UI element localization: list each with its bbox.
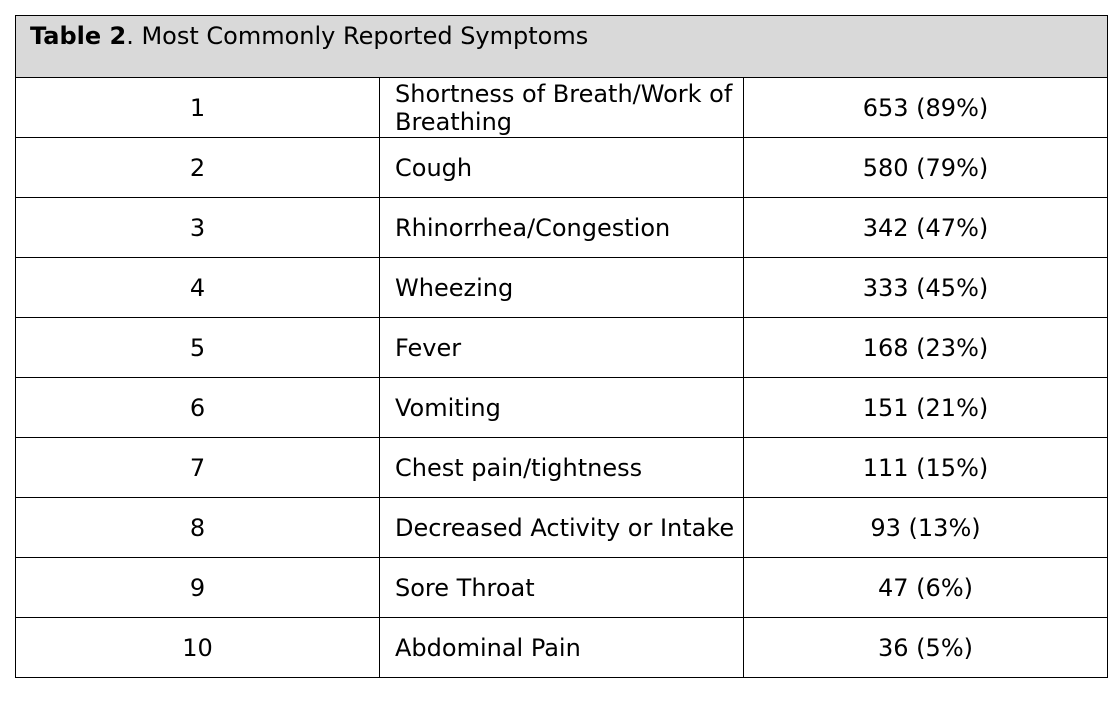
rank-cell: 1 [16, 78, 380, 138]
symptom-cell: Vomiting [380, 378, 744, 438]
rank-cell: 2 [16, 138, 380, 198]
symptom-cell: Wheezing [380, 258, 744, 318]
count-cell: 342 (47%) [744, 198, 1108, 258]
table-row [16, 378, 1108, 438]
table-row [16, 78, 1108, 138]
symptom-cell: Sore Throat [380, 558, 744, 618]
rank-cell: 6 [16, 378, 380, 438]
count-cell: 580 (79%) [744, 138, 1108, 198]
rank-cell: 10 [16, 618, 380, 678]
symptoms-table [15, 15, 1108, 678]
symptom-cell: Chest pain/tightness [380, 438, 744, 498]
rank-cell: 4 [16, 258, 380, 318]
count-cell: 653 (89%) [744, 78, 1108, 138]
rank-cell: 8 [16, 498, 380, 558]
table-caption [16, 16, 1108, 78]
table-row [16, 438, 1108, 498]
count-cell: 47 (6%) [744, 558, 1108, 618]
symptom-cell: Rhinorrhea/Congestion [380, 198, 744, 258]
rank-cell: 5 [16, 318, 380, 378]
symptom-cell: Shortness of Breath/Work of Breathing [380, 78, 744, 138]
symptom-cell: Abdominal Pain [380, 618, 744, 678]
count-cell: 168 (23%) [744, 318, 1108, 378]
count-cell: 333 (45%) [744, 258, 1108, 318]
table-row [16, 618, 1108, 678]
count-cell: 151 (21%) [744, 378, 1108, 438]
count-cell: 93 (13%) [744, 498, 1108, 558]
symptom-cell: Cough [380, 138, 744, 198]
table-caption-text: . Most Commonly Reported Symptoms [126, 22, 589, 50]
table-row [16, 318, 1108, 378]
table-row [16, 138, 1108, 198]
count-cell: 36 (5%) [744, 618, 1108, 678]
rank-cell: 9 [16, 558, 380, 618]
table-row [16, 498, 1108, 558]
symptom-cell: Decreased Activity or Intake [380, 498, 744, 558]
table-row [16, 198, 1108, 258]
table-row [16, 558, 1108, 618]
table-caption-row [16, 16, 1108, 78]
rank-cell: 7 [16, 438, 380, 498]
symptoms-table-container [15, 15, 1108, 678]
count-cell: 111 (15%) [744, 438, 1108, 498]
symptom-cell: Fever [380, 318, 744, 378]
rank-cell: 3 [16, 198, 380, 258]
table-caption-label: Table 2 [30, 22, 127, 50]
table-row [16, 258, 1108, 318]
